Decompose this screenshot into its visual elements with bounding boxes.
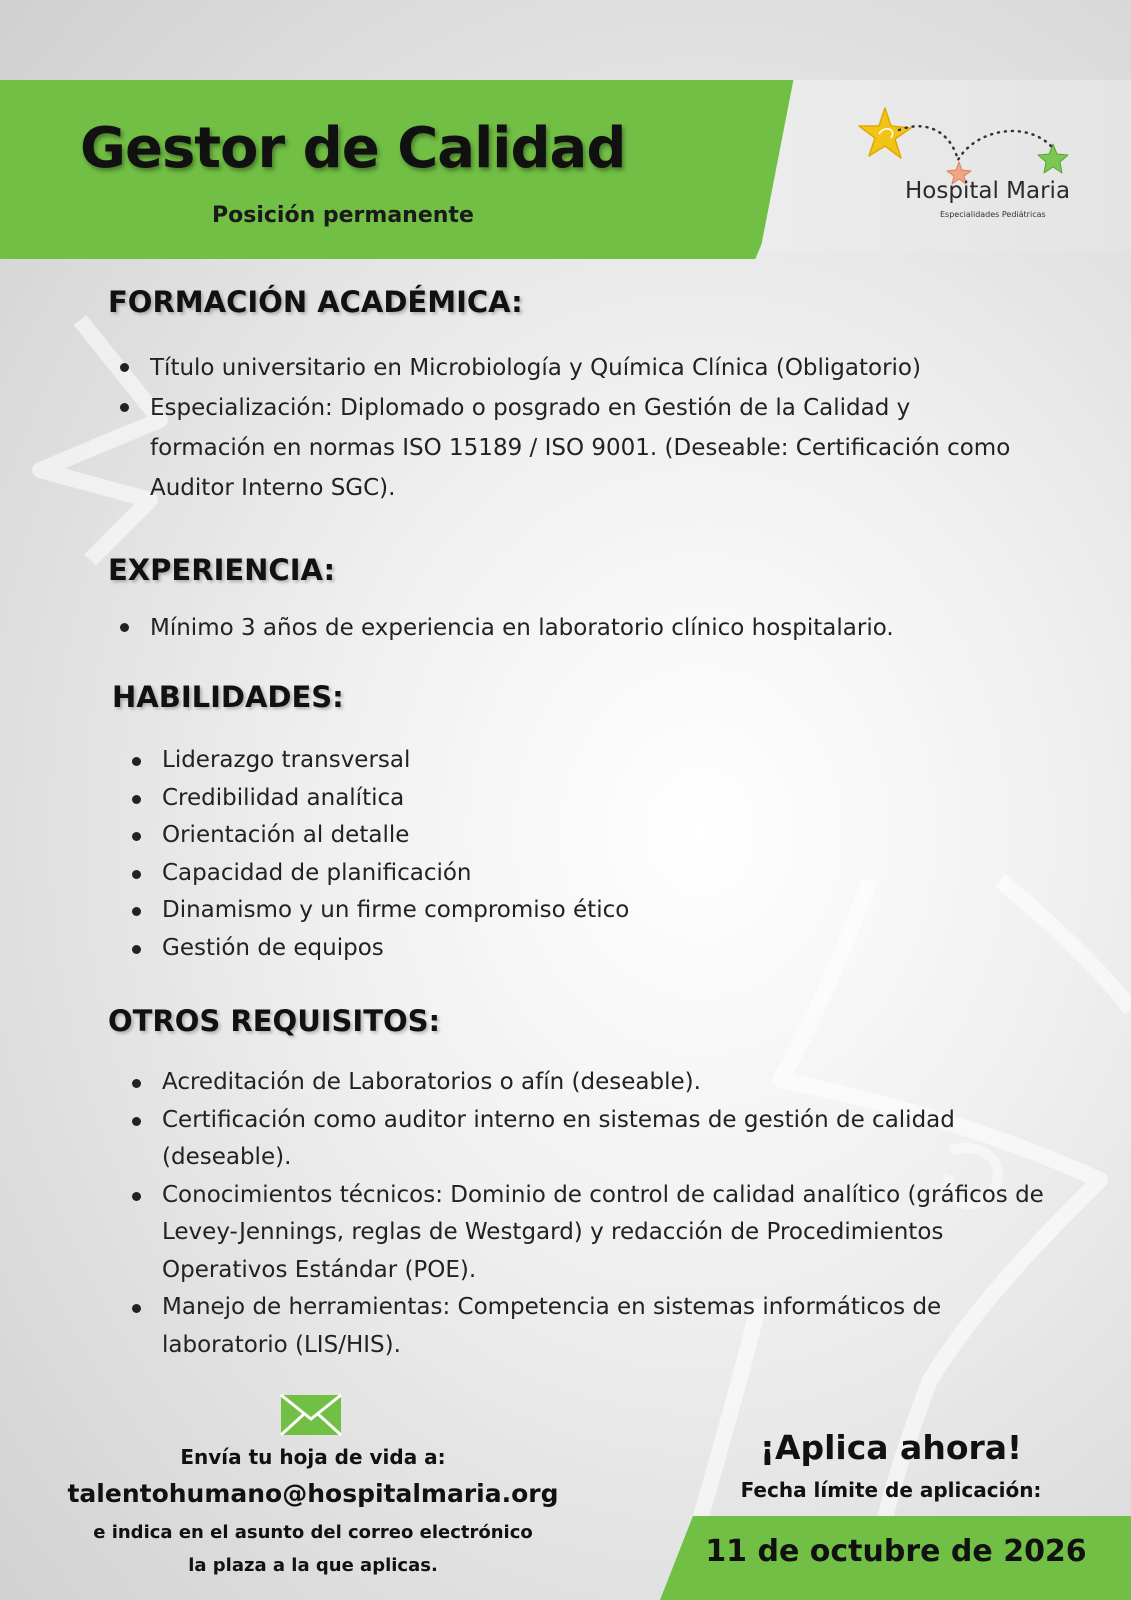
list-item: Certificación como auditor interno en sistemas de gestión de calidad (deseable). — [124, 1102, 1059, 1177]
section-title-formacion: FORMACIÓN ACADÉMICA: — [108, 285, 523, 319]
list-item: Manejo de herramientas: Competencia en sistemas informáticos de laboratorio (LIS/HIS). — [124, 1289, 1059, 1364]
list-item: Mínimo 3 años de experiencia en laboratorio clínico hospitalario. — [112, 608, 1032, 648]
section-title-habilidades: HABILIDADES: — [112, 680, 344, 714]
apply-now-heading: ¡Aplica ahora! — [759, 1428, 1023, 1467]
otros-list — [124, 1064, 1059, 1364]
logo-tagline: Especialidades Pediátricas — [940, 210, 1046, 219]
list-item: Acreditación de Laboratorios o afín (deseable). — [124, 1064, 1059, 1102]
list-item: Especialización: Diplomado o posgrado en Gestión de la Calidad y formación en normas ISO 15189 / ISO 9001. (Deseable: Certificación como Auditor Interno SGC). — [112, 388, 1012, 508]
section-title-experiencia: EXPERIENCIA: — [108, 553, 336, 587]
list-item: Dinamismo y un firme compromiso ético — [124, 892, 924, 930]
formacion-list — [112, 348, 1012, 508]
deadline-date: 11 de octubre de 2026 — [705, 1534, 1087, 1569]
send-cv-label: Envía tu hoja de vida a: — [180, 1445, 446, 1469]
contact-email-link[interactable]: talentohumano@hospitalmaria.org — [67, 1479, 559, 1508]
list-item: Gestión de equipos — [124, 930, 924, 968]
list-item: Credibilidad analítica — [124, 780, 924, 818]
list-item: Conocimientos técnicos: Dominio de control de calidad analítico (gráficos de Levey-Jennings, reglas de Westgard) y redacción de Procedimientos Operativos Estándar (POE). — [124, 1177, 1059, 1290]
deadline-label: Fecha límite de aplicación: — [740, 1478, 1042, 1502]
logo-name: Hospital Maria — [905, 178, 1071, 204]
list-item: Capacidad de planificación — [124, 855, 924, 893]
experiencia-list — [112, 608, 1032, 648]
habilidades-list — [124, 742, 924, 967]
envelope-icon — [280, 1394, 342, 1436]
list-item: Orientación al detalle — [124, 817, 924, 855]
list-item: Liderazgo transversal — [124, 742, 924, 780]
subject-note-line1: e indica en el asunto del correo electrónico — [93, 1522, 533, 1543]
subject-note-line2: la plaza a la que aplicas. — [188, 1555, 438, 1576]
list-item: Título universitario en Microbiología y Química Clínica (Obligatorio) — [112, 348, 1012, 388]
section-title-otros: OTROS REQUISITOS: — [108, 1004, 441, 1038]
job-title: Gestor de Calidad — [80, 116, 626, 181]
job-type: Posición permanente — [212, 203, 474, 228]
